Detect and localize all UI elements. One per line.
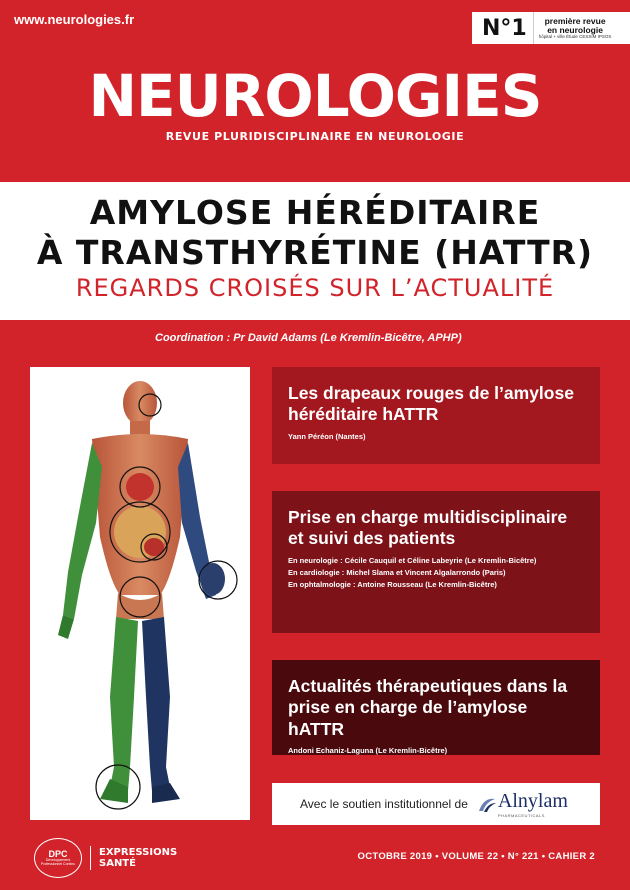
ranking-badge [472,12,630,44]
badge-line3: hôpital + ville Étude CESSIM IPSOS [538,33,612,39]
dpc-logo [34,838,82,878]
alnylam-logo [476,790,568,818]
badge-text [534,17,612,40]
publisher-line2: SANTÉ [99,858,136,869]
article-3-author: Andoni Echaniz-Laguna (Le Kremlin-Bicêtre) [288,746,448,756]
badge-number: N°1 [472,12,534,44]
dpc-sub: Développement Professionnel Continu [40,858,76,866]
magazine-tagline: REVUE PLURIDISCIPLINAIRE EN NEUROLOGIE [165,130,465,143]
article-1-title: Les drapeaux rouges de l’amylose héréditaire hATTR [288,383,574,425]
human-body-illustration [30,367,250,820]
article-2-author-ophthalmology: En ophtalmologie : Antoine Rousseau (Le Kremlin-Bicêtre) [288,579,497,589]
sponsor-label: Avec le soutien institutionnel de [300,797,468,811]
article-1-author: Yann Péréon (Nantes) [288,431,366,441]
article-card-1[interactable] [272,367,600,464]
article-2-author-cardiology: En cardiologie : Michel Slama et Vincent Algalarrondo (Paris) [288,567,506,577]
sponsor-name: Alnylam [497,790,568,812]
cover-title-box [0,182,630,320]
website-url[interactable]: www.neurologies.fr [14,12,135,27]
cover-title-line1: AMYLOSE HÉRÉDITAIRE [89,193,541,232]
badge-line1: première revue [544,15,606,26]
coordination-credit: Coordination : Pr David Adams (Le Kremlin-Bicêtre, APHP) [155,332,462,344]
anatomy-figure [30,367,250,820]
sponsor-banner [272,783,600,825]
sponsor-sub: PHARMACEUTICALS [497,813,545,818]
article-card-3[interactable] [272,660,600,755]
publisher-logo [99,847,177,869]
article-2-author-neurology: En neurologie : Cécile Cauquil et Céline Labeyrie (Le Kremlin-Bicêtre) [288,555,537,565]
cover-title-line2: À TRANSTHYRÉTINE (HATTR) [36,233,594,272]
badge-line2: en neurologie [547,24,603,35]
dpc-label: DPC [48,849,68,859]
issue-info: OCTOBRE 2019 • VOLUME 22 • N° 221 • CAHIER 2 [357,851,595,862]
article-3-title: Actualités thérapeutiques dans la prise en charge de l’amylose hATTR [288,676,568,739]
publisher-line1: EXPRESSIONS [99,847,178,858]
magazine-title: NEUROLOGIES [88,62,542,130]
footer-logos [34,838,177,878]
article-2-title: Prise en charge multidisciplinaire et suivi des patients [288,507,568,549]
cover-subtitle: REGARDS CROISÉS SUR L’ACTUALITÉ [75,274,555,302]
footer-divider [90,846,91,870]
article-card-2[interactable] [272,491,600,633]
alnylam-mark-icon [476,793,498,815]
